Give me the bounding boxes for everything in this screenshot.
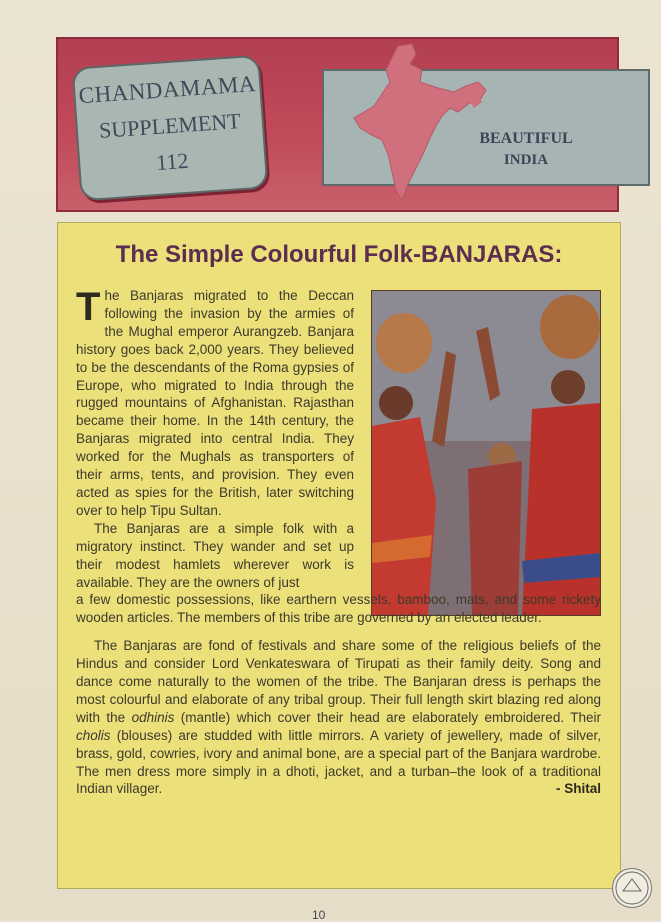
india-map-icon — [346, 42, 496, 207]
article-paragraph-3 — [76, 637, 601, 798]
author-signature: - Shital — [555, 781, 601, 797]
header-banner — [56, 37, 619, 212]
article-paragraph-2-full: a few domestic possessions, like earthern vessels, bamboo, mats, and some rickety wooden articles. The members of this tribe are governed by an elected leader. — [76, 592, 601, 626]
paragraph-3-text-b: (mantle) which cover their head are elaborately embroidered. Their — [174, 709, 601, 725]
supplement-title: CHANDAMAMA — [77, 70, 257, 109]
term-cholis: cholis — [76, 727, 111, 743]
supplement-number: 112 — [155, 147, 190, 176]
term-odhinis: odhinis — [131, 709, 175, 725]
article-body — [76, 287, 604, 798]
article-paragraph-1 — [76, 287, 354, 520]
supplement-badge — [72, 55, 269, 202]
paragraph-1-text: he Banjaras migrated to the Deccan following the invasion by the armies of the Mughal emperor Aurangzeb. Banjara history goes back 2,000 years. They believed to be the descendants of the Roma gypsies of Europe, who migrated to India through the rugged mountains of Afghanistan. Rajasthan became their home. In the 14th century, the Banjaras migrated into central India. They worked for the Mughals as transporters of their arms, tents, and provision. They even acted as spies for the British, later switching over to help Tipu Sultan. — [76, 288, 354, 518]
paragraph-3-text-a: The Banjaras are fond of festivals and share some of the religious beliefs of the Hindus and consider Lord Venkateswara of Tirupati as their family deity. Song and dance come naturally to the women of the tribe. The Banjaran dress is perhaps the most colourful and elaborate of any tribal group. Their full length skirt blazing red along with the — [76, 638, 601, 725]
article-title: The Simple Colourful Folk-BANJARAS: — [115, 241, 563, 268]
page-number: 10 — [312, 908, 326, 922]
article-box — [57, 222, 621, 889]
drop-cap: T — [76, 285, 101, 329]
section-title-line2: INDIA — [503, 152, 549, 168]
article-paragraph-2-column: The Banjaras are a simple folk with a migratory instinct. They wander and set up their modest hamlets wherever work is available. They are the owners of just — [76, 520, 354, 590]
supplement-label: SUPPLEMENT — [98, 108, 242, 143]
paragraph-3-text-c: (blouses) are studded with little mirrors. A variety of jewellery, made of silver, brass, gold, cowries, ivory and animal bone, are a special part of the Banjara wardrobe. The men dress more simply in a dhoti, jacket, and a turban–the look of a traditional Indian villager. — [76, 727, 601, 797]
publisher-stamp-icon — [612, 868, 652, 908]
section-title-line1: BEAUTIFUL — [479, 130, 573, 147]
